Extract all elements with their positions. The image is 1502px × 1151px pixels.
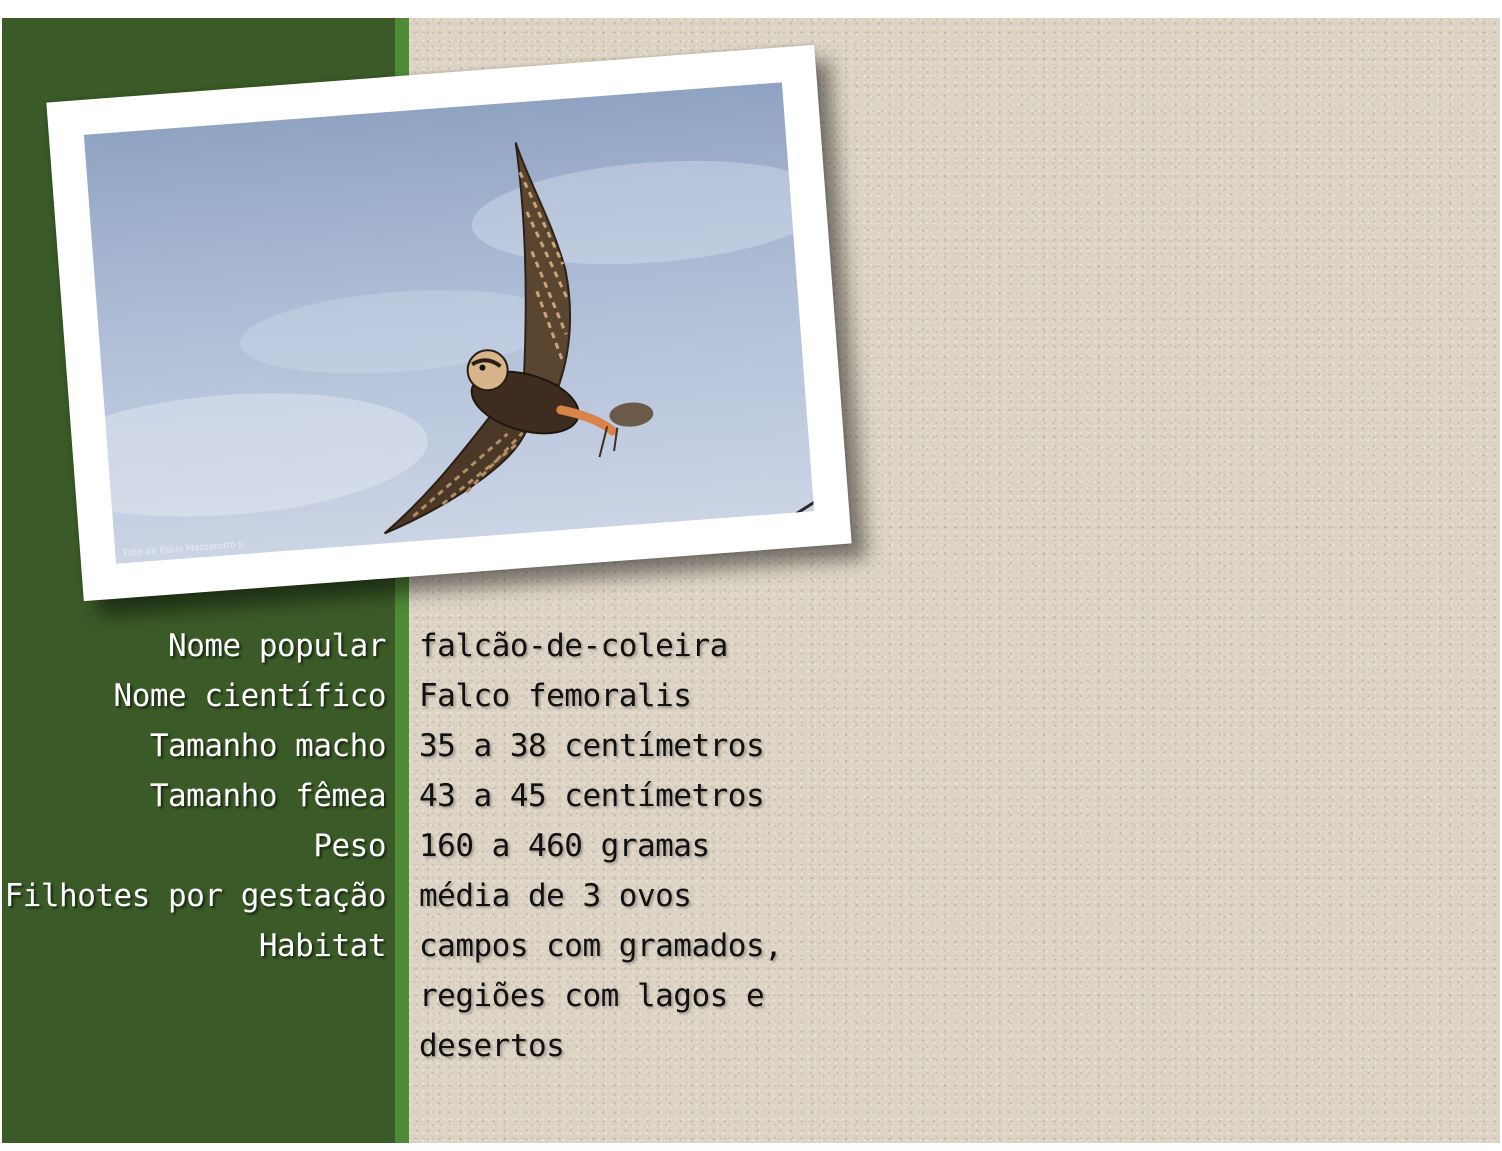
fact-labels	[2, 621, 386, 971]
value-popular-name: falcão-de-coleira	[419, 628, 728, 664]
label-male-size: Tamanho macho	[149, 728, 386, 764]
value-habitat-line-1: campos com gramados,	[419, 928, 783, 964]
slide	[2, 18, 1500, 1143]
value-female-size: 43 a 45 centímetros	[419, 778, 765, 814]
value-habitat-line-2: regiões com lagos e	[419, 978, 765, 1014]
label-offspring: Filhotes por gestação	[4, 878, 386, 914]
prey	[609, 401, 655, 428]
value-weight: 160 a 460 gramas	[419, 828, 710, 864]
label-female-size: Tamanho fêmea	[149, 778, 386, 814]
label-habitat: Habitat	[258, 928, 386, 964]
value-scientific-name: Falco femoralis	[419, 678, 692, 714]
falcon-illustration	[84, 82, 814, 563]
label-scientific-name: Nome científico	[113, 678, 386, 714]
label-popular-name: Nome popular	[168, 628, 386, 664]
value-male-size: 35 a 38 centímetros	[419, 728, 765, 764]
photo-credit: Foto de Fabio Mazzarotto Jr.	[123, 539, 248, 560]
label-weight: Peso	[313, 828, 386, 864]
photo-frame	[46, 45, 851, 601]
wire-line	[722, 478, 814, 558]
value-offspring: média de 3 ovos	[419, 878, 692, 914]
falcon-photo	[84, 82, 814, 563]
value-habitat-line-3: desertos	[419, 1028, 565, 1064]
fact-values	[419, 621, 839, 1071]
